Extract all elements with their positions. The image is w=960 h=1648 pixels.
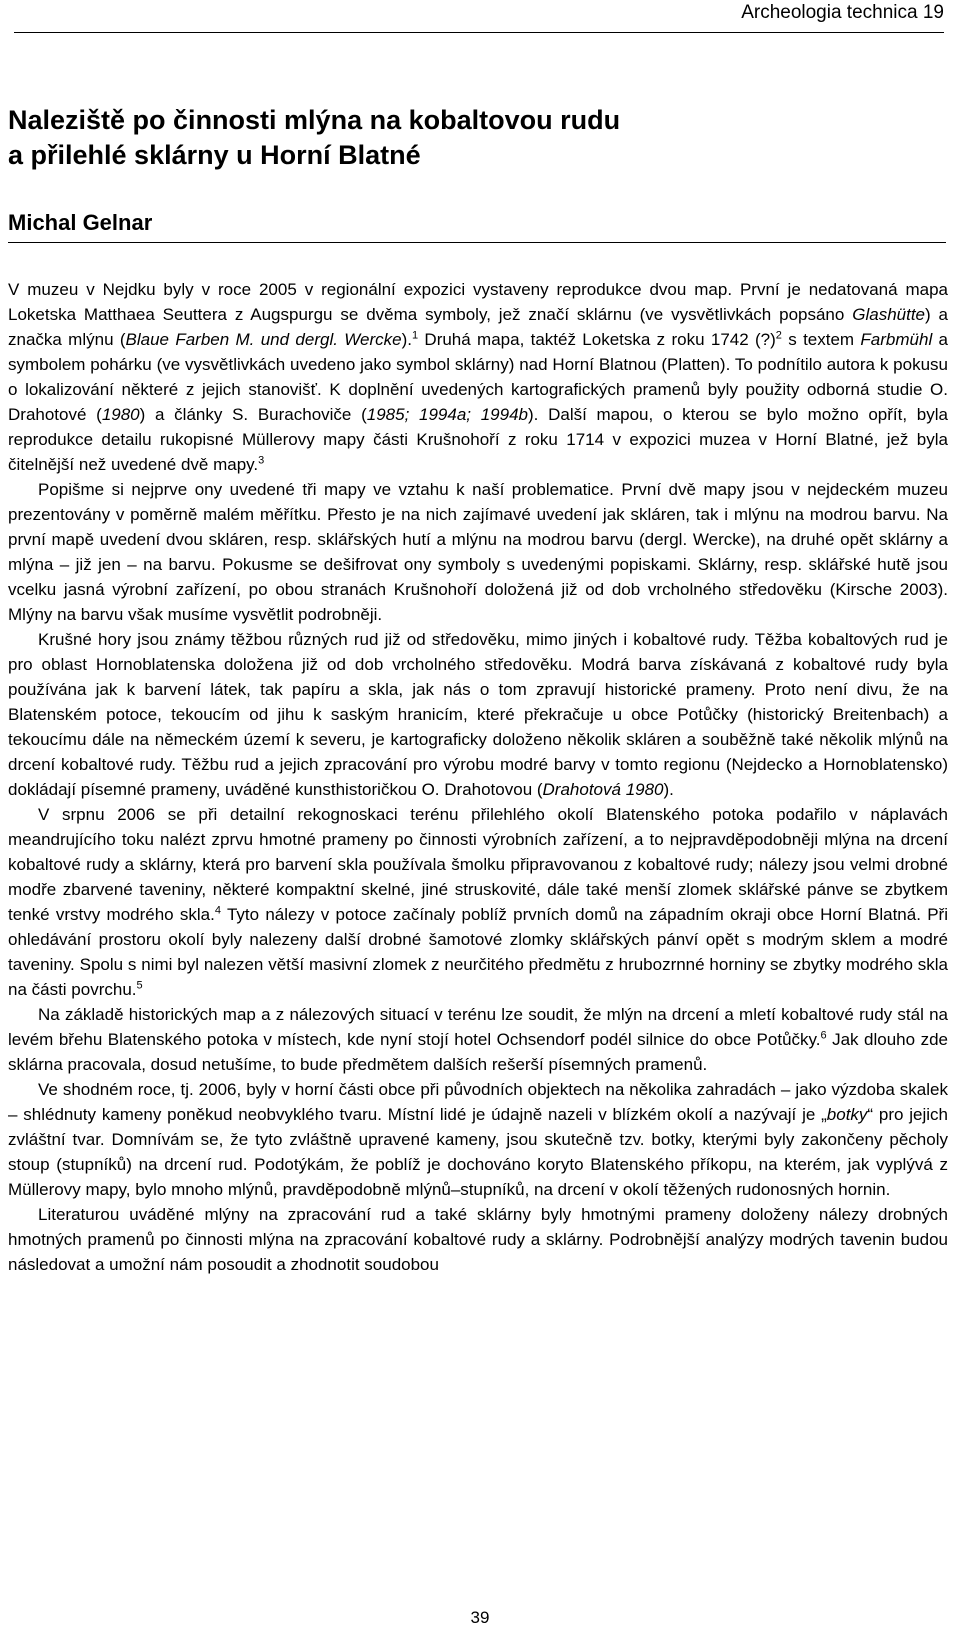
footnote-ref: 1: [411, 329, 419, 342]
title-divider: [8, 242, 946, 243]
italic-citation: 1985; 1994a; 1994b: [366, 405, 528, 424]
footnote-ref: 5: [136, 979, 143, 992]
footnote-ref: 4: [214, 904, 221, 917]
italic-term: botky: [826, 1105, 868, 1124]
article-title: [8, 103, 620, 173]
italic-term: Glashütte: [852, 305, 925, 324]
page-number: 39: [470, 1608, 490, 1627]
footnote-ref: 2: [775, 329, 782, 342]
paragraph-5: Na základě historických map a z nálezových situací v terénu lze soudit, že mlýn na drcení a mletí kobaltové rudy stál na levém břehu Blatenského potoka v místech, kde nyní stojí hotel Ochsendorf podél silnice do obce Potůčky.$^6$ Jak dlouho zde sklárna pracovala, dosud netušíme, to bude předmětem dalších rešerší písemných pramenů.: [8, 1005, 948, 1074]
paragraph-2: Popišme si nejprve ony uvedené tři mapy ve vztahu k naší problematice. První dvě mapy jsou v nejdeckém muzeu prezentovány v poměrně malém měřítku. Přesto je na nich zajímavé uvedení jak skláren, tak i mlýnu na modrou barvu. Na první mapě uvedení dvou skláren, resp. sklářských hutí a mlýnu na modrou barvu (dergl. Wercke), na druhé opět sklárny a mlýna – již jen – na barvu. Pokusme se dešifrovat ony symboly s uvedenými popiskami. Sklárny, resp. sklářské hutě jsou vcelku jasná výrobní zařízení, po obou stranách Krušnohoří doložená již od dob vrcholného středověku (Kirsche 2003). Mlýny na barvu však musíme vysvětlit podrobněji.: [8, 480, 948, 624]
italic-term: Farbmühl: [860, 330, 933, 349]
italic-citation: 1980: [101, 405, 140, 424]
footnote-ref: 6: [820, 1029, 827, 1042]
author-name: Michal Gelnar: [8, 210, 153, 235]
paragraph-4: V srpnu 2006 se při detailní rekognoskaci terénu přilehlého okolí Blatenského potoka podařilo v náplavách meandrujícího toku nalézt zprvu hmotné prameny po činnosti výrobních zařízení, a to nejpravděpodobněji mlýna na drcení kobaltové rudy a sklárny, která pro barvení skla používala šmolku připravovanou z kobaltové rudy; nálezy jsou velmi drobné modře zbarvené taveniny, některé kompaktní skelné, jiné struskovité, dále také menší zlomek sklářské pánve se zbytkem tenké vrstvy modrého skla.$^4$ Tyto nálezy v potoce začínaly poblíž prvních domů na západním okraji obce Horní Blatná. Při ohledávání prostoru okolí byly nalezeny další drobné šamotové zlomky sklářských pánví opět s modrým sklem a modré taveniny. Spolu s nimi byl nalezen větší masivní zlomek z neurčitého předmětu z hrubozrnné horniny se zbytky modrého skla na části povrchu.$^5$: [8, 805, 948, 999]
paragraph-7: Literaturou uváděné mlýny na zpracování rud a také sklárny byly hmotnými prameny doloženy nálezy drobných hmotných pramenů po činnosti mlýna na zpracování kobaltové rudy a sklárny. Podrobnější analýzy modrých tavenin budou následovat a umožní nám posoudit a zhodnotit soudobou: [8, 1205, 948, 1274]
italic-term: Blaue Farben M. und dergl. Wercke: [125, 330, 402, 349]
paragraph-1: V muzeu v Nejdku byly v roce 2005 v regionální expozici vystaveny reprodukce dvou map. První je nedatovaná mapa Loketska Matthaea Seuttera z Augspurgu se dvěma symboly, jež značí sklárnu (ve vysvětlivkách popsáno Glashütte) a značka mlýnu (Blaue Farben M. und dergl. Wercke).$^1$ Druhá mapa, taktéž Loketska z roku 1742 (?)$^2$ s textem Farbmühl a symbolem pohárku (ve vysvětlivkách uvedeno jako symbol sklárny) nad Horní Blatnou (Platten). To podnítilo autora k pokusu o lokalizování některé z jejich stanovišť. K doplnění uvedených kartografických pramenů byly použity odborná studie O. Drahotové (1980) a články S. Burachoviče (1985; 1994a; 1994b). Další mapou, o kterou se bylo možno opřít, byla reprodukce detailu rukopisné Müllerovy mapy části Krušnohoří z roku 1714 v expozici muzea v Horní Blatné, jež byla čitelnější než uvedené dvě mapy.$^3$: [8, 280, 949, 474]
running-header: [14, 0, 944, 33]
paragraph-6: Ve shodném roce, tj. 2006, byly v horní části obce při původních objektech na několika zahradách – jako výzdoba skalek – shlédnuty kameny poněkud neobvyklého tvaru. Místní lidé je údajně nazeli v blízkém okolí a nazývají je „botky“ pro jejich zvláštní tvar. Domnívám se, že tyto zvláštně upravené kameny, jsou skutečně tzv. botky, kterými byly zakončeny pěcholy stoup (stupníků) na drcení rud. Podotýkám, že poblíž je dochováno koryto Blatenského příkopu, na kterém, jak vyplývá z Müllerovy mapy, bylo mnoho mlýnů, pravděpodobně mlýnů–stupníků, na drcení v okolí těžených rudonosných hornin.: [8, 1080, 949, 1199]
paragraph-3: Krušné hory jsou známy těžbou různých rud již od středověku, mimo jiných i kobaltové rudy. Těžba kobaltových rud je pro oblast Hornoblatenska doložena již od dob vrcholného středověku. Modrá barva získávaná z kobaltové rudy byla používána jak k barvení látek, tak papíru a skla, jak nás o tom zpravují historické prameny. Proto není divu, že na Blatenském potoce, tekoucím od jihu k saským hranicím, které překračuje u obce Potůčky (historický Breitenbach) a tekoucímu dále na německém území k severu, je kartograficky doloženo několik skláren a souběžně také několik mlýnů na drcení kobaltové rudy. Těžbu rud a jejich zpracování pro výrobu modré barvy v tomto regionu (Nejdecko a Hornoblatensko) dokládají písemné prameny, uváděné kunsthistoričkou O. Drahotovou (Drahotová 1980).: [8, 630, 948, 799]
footnote-ref: 3: [258, 454, 265, 467]
article-body: [8, 277, 948, 1277]
italic-citation: Drahotová 1980: [542, 780, 664, 799]
journal-name: Archeologia technica 19: [741, 2, 944, 23]
title-line-1: Naleziště po činnosti mlýna na kobaltovou rudu: [8, 105, 621, 135]
title-line-2: a přilehlé sklárny u Horní Blatné: [8, 140, 421, 170]
